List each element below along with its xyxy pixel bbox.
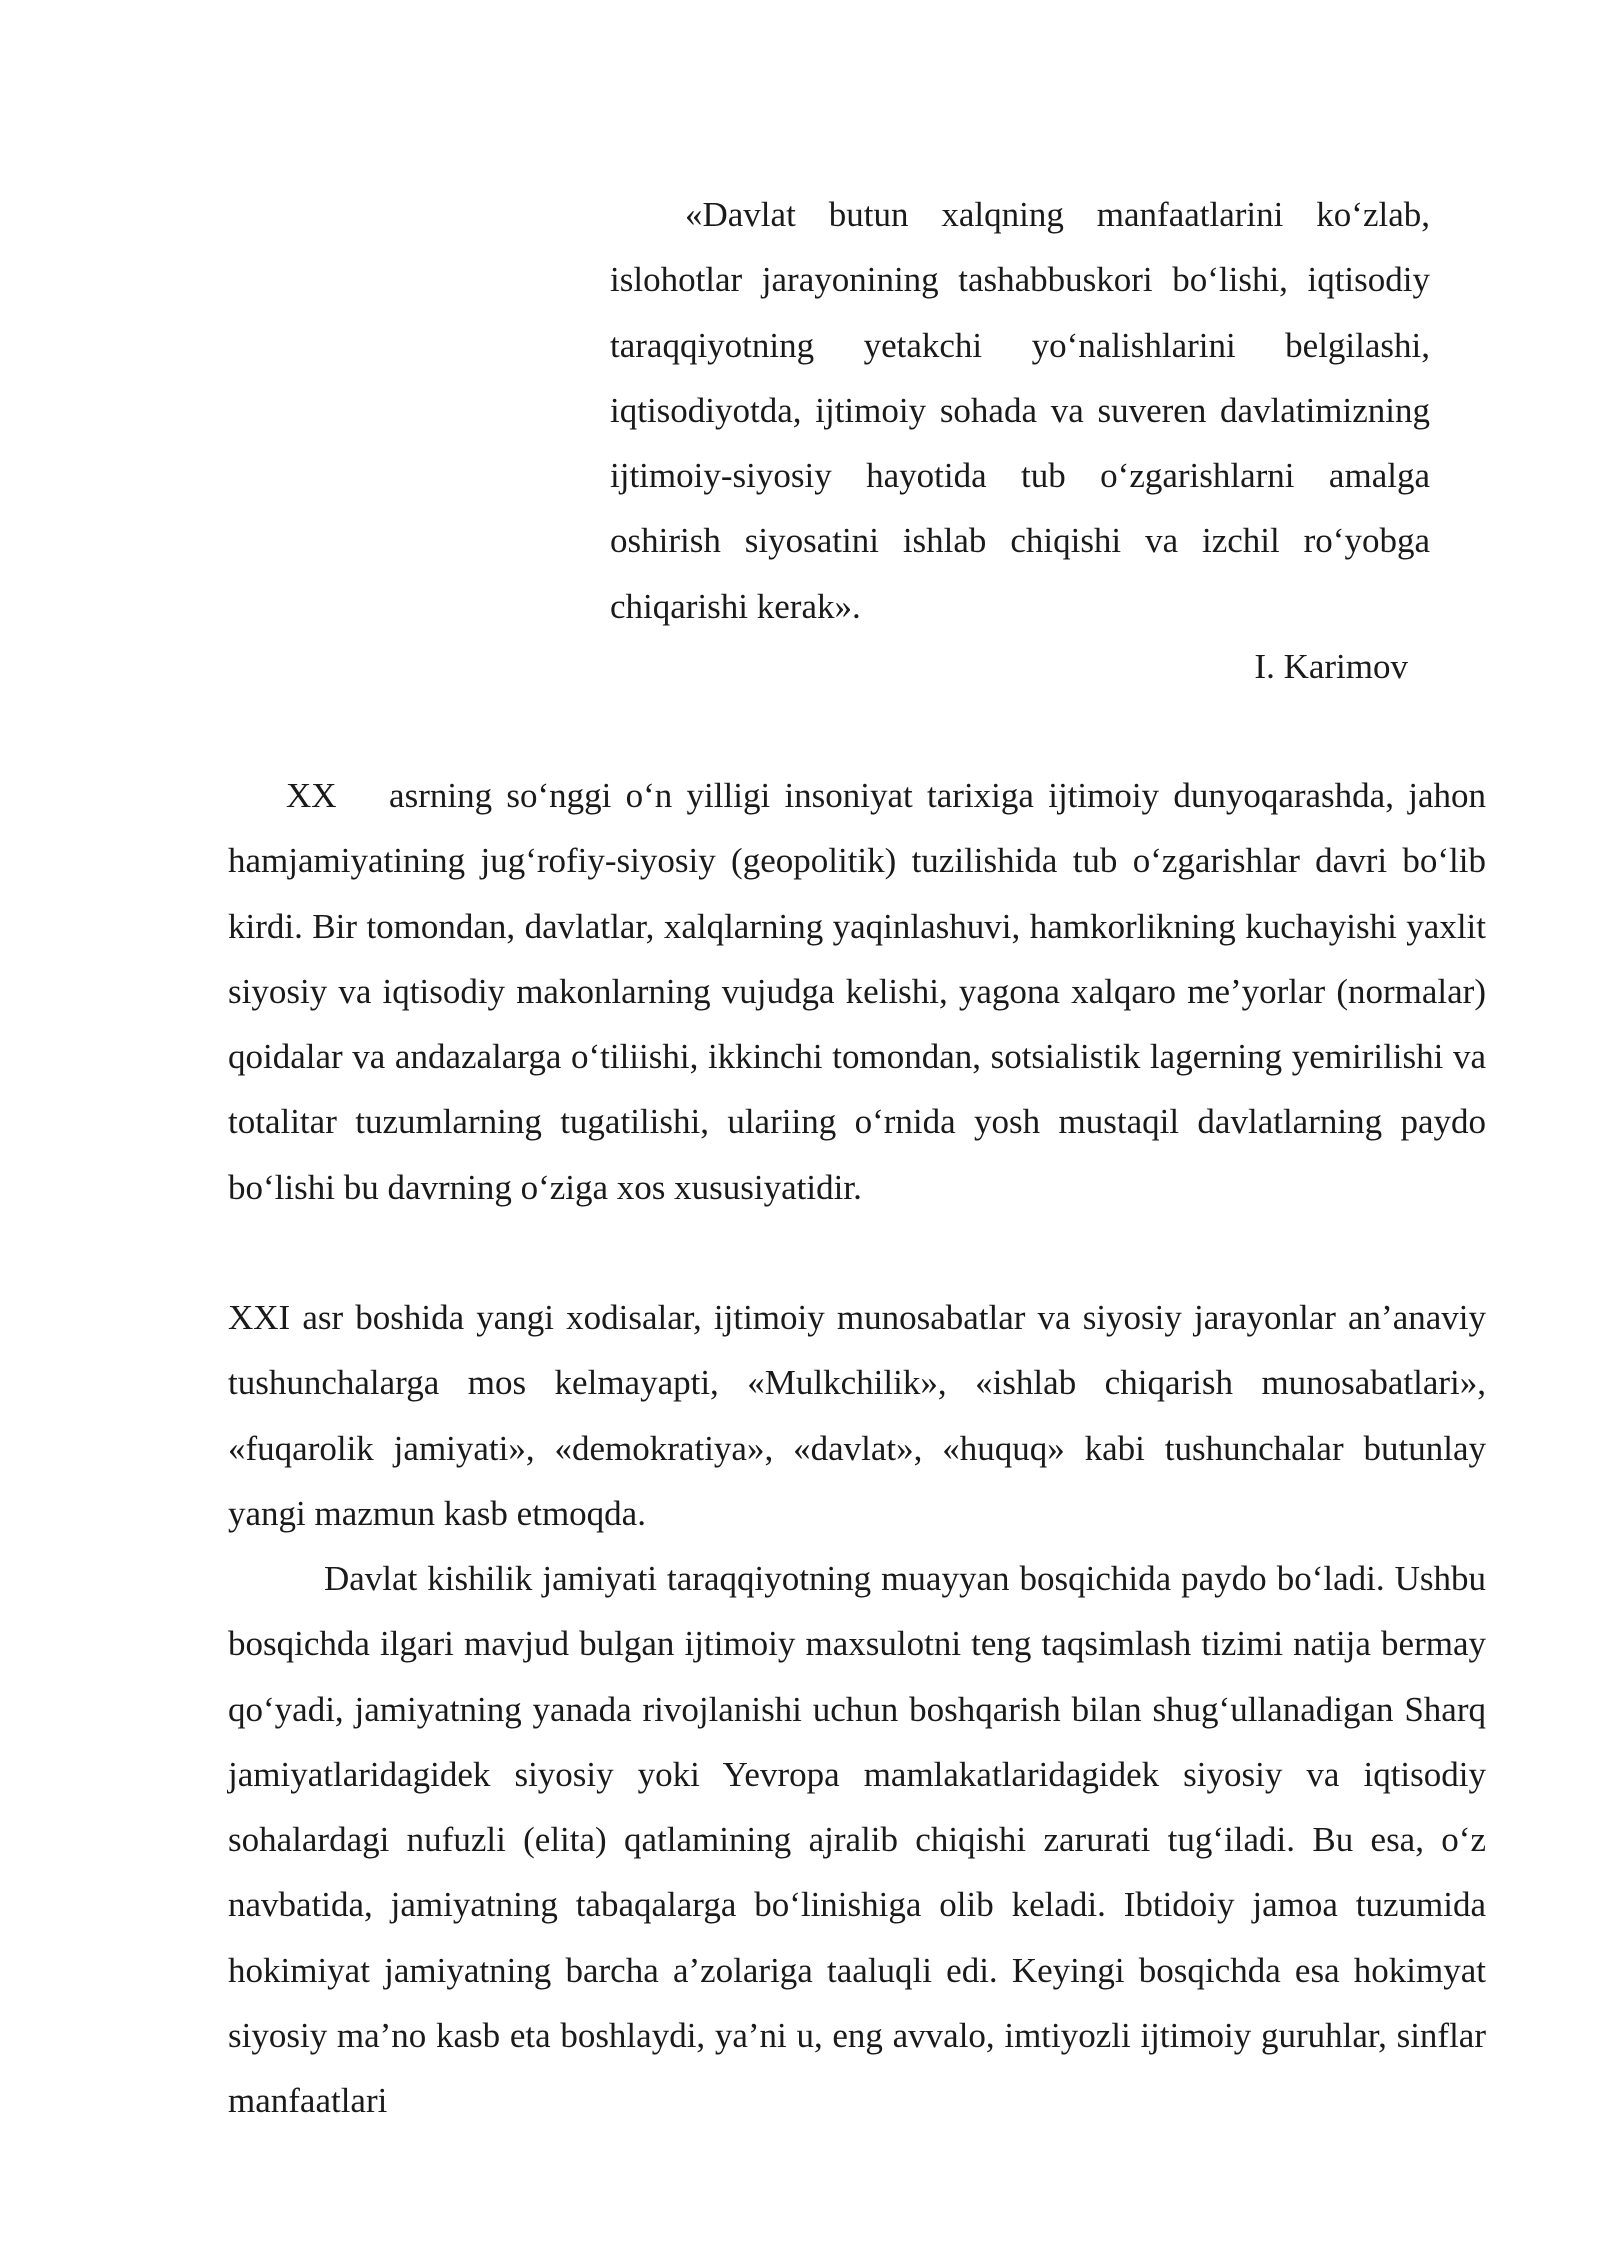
paragraph-1: XX asrning so‘nggi o‘n yilligi insoniyat tarixiga ijtimoiy dunyoqarashda, jahon hamjamiyatining jug‘rofiy-siyosiy (geopolitik) tuzilishida tub o‘zgarishlar davri bo‘lib kirdi. Bir tomondan, davlatlar, xalqlarning yaqinlashuvi, hamkorlikning kuchayishi yaxlit siyosiy va iqtisodiy makonlarning vujudga kelishi, yagona xalqaro me’yorlar (normalar) qoidalar va andazalarga o‘tiliishi, ikkinchi tomondan, sotsialistik lagerning yemirilishi va totalitar tuzumlarning tugatilishi, ulariing o‘rnida yosh mustaqil davlatlarning paydo bo‘lishi bu davrning o‘ziga xos xususiyatidir.: [228, 776, 1486, 1207]
paragraph-3: Davlat kishilik jamiyati taraqqiyotning muayyan bosqichida paydo bo‘ladi. Ushbu bosqichda ilgari mavjud bulgan ijtimoiy maxsulotni teng taqsimlash tizimi natija bermay qo‘yadi, jamiyatning yanada rivojlanishi uchun boshqarish bilan shug‘ullanadigan Sharq jamiyatlaridagidek siyosiy yoki Yevropa mamlakatlaridagidek siyosiy va iqtisodiy sohalardagi nufuzli (elita) qatlamining ajralib chiqishi zarurati tug‘iladi. Bu esa, o‘z navbatida, jamiyatning tabaqalarga bo‘linishiga olib keladi. Ibtidoiy jamoa tuzumida hokimiyat jamiyatning barcha a’zolariga taaluqli edi. Keyingi bosqichda esa hokimyat siyosiy ma’no kasb eta boshlaydi, ya’ni u, eng avvalo, imtiyozli ijtimoiy guruhlar, sinflar manfaatlari: [228, 1559, 1486, 2121]
epigraph-quote: «Davlat butun xalqning manfaatlarini ko‘zlab, islohotlar jarayonining tashabbuskori bo‘lishi, iqtisodiy taraqqiyotning yetakchi yo‘nalishlarini belgilashi, iqtisodiyotda, ijtimoiy sohada va suveren davlatimizning ijtimoiy-siyosiy hayotida tub o‘zgarishlarni amalga oshirish siyosatini ishlab chiqishi va izchil ro‘yobga chiqarishi kerak».: [610, 195, 1430, 626]
epigraph-author: I. Karimov: [1254, 647, 1408, 686]
paragraph-2: XXI asr boshida yangi xodisalar, ijtimoiy munosabatlar va siyosiy jarayonlar an’anaviy tushunchalarga mos kelmayapti, «Mulkchilik», «ishlab chiqarish munosabatlari», «fuqarolik jamiyati», «demokratiya», «davlat», «huquq» kabi tushunchalar butunlay yangi mazmun kasb etmoqda.: [228, 1298, 1486, 1533]
